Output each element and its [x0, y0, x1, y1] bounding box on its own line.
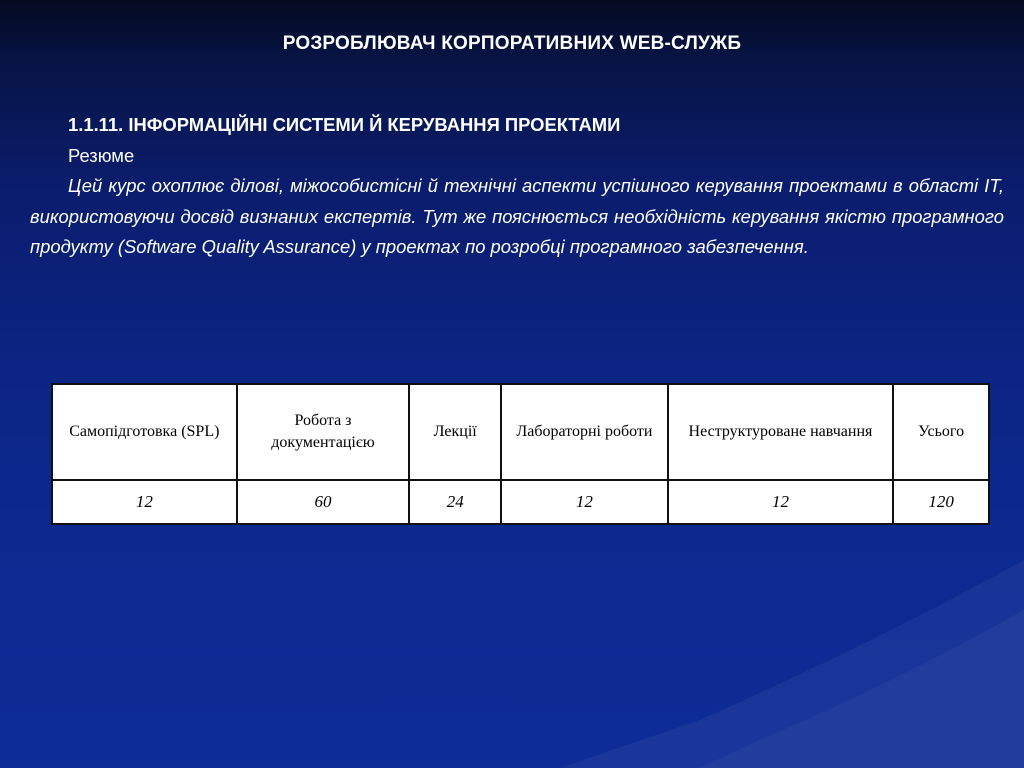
value-total: 120	[893, 480, 989, 524]
header-unstructured-learning: Неструктуроване навчання	[668, 384, 893, 480]
slide-body	[30, 110, 1004, 263]
section-heading: 1.1.11. ІНФОРМАЦІЙНІ СИСТЕМИ Й КЕРУВАННЯ ПРОЕКТАМИ	[68, 114, 621, 135]
table-header-row	[52, 384, 989, 480]
table-row	[52, 480, 989, 524]
summary-label: Резюме	[68, 144, 135, 166]
slide-title: РОЗРОБЛЮВАЧ КОРПОРАТИВНИХ WEB-СЛУЖБ	[282, 33, 742, 54]
hours-table	[51, 383, 990, 525]
summary-text: Цей курс охоплює ділові, міжособистісні й технічні аспекти успішного керування проектами в області IT, використовуючи досвід визнаних експертів. Тут же пояснюється необхідність керування якістю програмного продукту (Software Quality Assurance) у проектах по розробці програмного забезпечення.	[30, 175, 1004, 257]
value-lectures: 24	[409, 480, 501, 524]
header-self-study: Самопідготовка (SPL)	[52, 384, 237, 480]
value-self-study: 12	[52, 480, 237, 524]
header-lab-work: Лабораторні роботи	[501, 384, 668, 480]
value-lab-work: 12	[501, 480, 668, 524]
value-documentation-work: 60	[237, 480, 410, 524]
header-lectures: Лекції	[409, 384, 501, 480]
header-total: Усього	[893, 384, 989, 480]
header-documentation-work: Робота з документацією	[237, 384, 410, 480]
value-unstructured-learning: 12	[668, 480, 893, 524]
